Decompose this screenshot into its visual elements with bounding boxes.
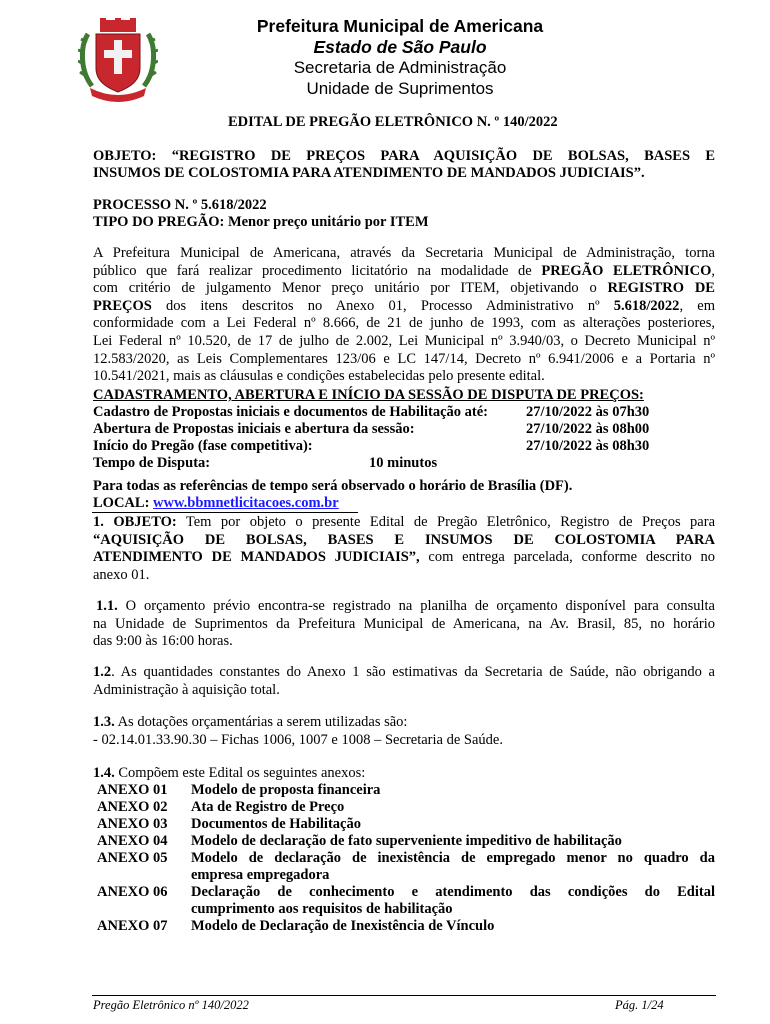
section-1-3-line: 1.3. As dotações orçamentárias a serem utilizadas são: [93,714,408,730]
anexo-code: ANEXO 06 [97,884,168,900]
tipo-label: TIPO DO PREGÃO [93,214,220,230]
section-divider [92,512,358,513]
footer-rule [92,995,716,996]
anexo-code: ANEXO 03 [97,816,168,832]
tipo-value: : Menor preço unitário por ITEM [219,214,429,230]
brasilia-note: Para todas as referências de tempo será observado o horário de Brasília (DF). [93,478,573,494]
cadastro-row-label: Cadastro de Propostas iniciais e documentos de Habilitação até: [93,404,488,420]
cadastro-heading: CADASTRAMENTO, ABERTURA E INÍCIO DA SESSÃO DE DISPUTA DE PREÇOS: [93,387,644,403]
anexo-desc: cumprimento aos requisitos de habilitação [191,901,453,917]
section-1-4-intro: 1.4. Compõem este Edital os seguintes anexos: [93,765,366,781]
cadastro-row-value: 27/10/2022 às 08h00 [526,421,650,437]
local-label: LOCAL: [93,495,154,511]
anexo-code: ANEXO 02 [97,799,168,815]
section-1-3 [93,714,715,749]
local-link[interactable]: www.bbmnetlicitacoes.com.br [153,495,339,511]
intro-paragraph [93,245,715,386]
objeto-line-1: OBJETO: “REGISTRO DE PREÇOS PARA AQUISIÇÃO DE BOLSAS, BASES E [93,148,715,164]
edital-title: EDITAL DE PREGÃO ELETRÔNICO N. º 140/2022 [228,114,558,130]
section-1-line: 1. OBJETO: Tem por objeto o presente Edital de Pregão Eletrônico, Registro de Preços para [93,514,716,530]
section-1-1 [93,598,715,651]
section-1-2-line: Administração à aquisição total. [93,681,280,698]
local-line [93,495,339,512]
anexo-desc: Ata de Registro de Preço [191,799,345,815]
intro-line: público que fará realizar procedimento licitatório na modalidade de PREGÃO ELETRÔNICO, [93,262,715,279]
cadastro-row-value: 27/10/2022 às 07h30 [526,404,650,420]
footer-left: Pregão Eletrônico nº 140/2022 [93,998,249,1012]
header-unit: Unidade de Suprimentos [306,79,494,98]
intro-line: 10.541/2021, mais as cláusulas e condições estabelecidas pelo presente edital. [93,368,545,385]
intro-line: com critério de julgamento Menor preço unitário por ITEM, objetivando o REGISTRO DE [93,280,715,297]
intro-line: Lei Federal nº 10.520, de 17 de julho de 2.002, Lei Municipal nº 3.940/03, o Decreto Municipal nº [93,332,715,349]
section-1-2-line: 1.2. As quantidades constantes do Anexo 1 são estimativas da Secretaria de Saúde, não obrigando a [93,664,715,680]
tipo-pregao [93,214,429,231]
header-state: Estado de São Paulo [313,37,487,57]
coat-of-arms-seal [78,16,158,102]
header-org: Prefeitura Municipal de Americana [256,16,544,36]
anexo-code: ANEXO 01 [97,782,168,798]
section-1-line: “AQUISIÇÃO DE BOLSAS, BASES E INSUMOS DE COLOSTOMIA PARA [93,531,715,548]
section-1-line: ATENDIMENTO DE MANDADOS JUDICIAIS”, com entrega parcelada, conforme descrito no [93,549,716,566]
anexo-desc: Modelo de declaração de inexistência de empregado menor no quadro da [191,850,715,866]
processo: PROCESSO N. º 5.618/2022 [93,197,267,213]
intro-line: conformidade com a Lei Federal nº 8.666, de 21 de junho de 1993, com as alterações posteriores, [93,315,715,332]
section-1-3-line: - 02.14.01.33.90.30 – Fichas 1006, 1007 e 1008 – Secretaria de Saúde. [93,731,503,748]
section-1-1-line: das 9:00 às 16:00 horas. [93,633,233,650]
cadastro-row-value: 10 minutos [369,455,438,471]
section-1-1-line: na Unidade de Suprimentos da Prefeitura Municipal de Americana, na Av. Brasil, 85, no horário [93,615,715,632]
anexo-desc: Modelo de declaração de fato superveniente impeditivo de habilitação [191,833,622,849]
objeto-line-2: INSUMOS DE COLOSTOMIA PARA ATENDIMENTO DE MANDADOS JUDICIAIS”. [93,165,645,181]
section-1-2 [93,664,715,699]
section-1-objeto [93,514,715,584]
anexo-desc: Declaração de conhecimento e atendimento das condições do Edital [191,884,715,900]
anexo-code: ANEXO 05 [97,850,168,866]
intro-line: 12.583/2020, as Leis Complementares 123/06 e LC 147/14, Decreto nº 6.941/2006 e a Portaria nº [93,350,715,367]
intro-line: A Prefeitura Municipal de Americana, através da Secretaria Municipal de Administração, torna [93,245,715,261]
anexo-code: ANEXO 07 [97,918,168,934]
cadastro-row-label: Tempo de Disputa: [93,455,211,471]
footer-page-number: Pág. 1/24 [615,998,664,1012]
cadastro-row-label: Início do Pregão (fase competitiva): [93,438,313,454]
section-1-line: anexo 01. [93,566,150,583]
header-secretariat: Secretaria de Administração [293,58,507,77]
section-1-1-line: 1.1. O orçamento prévio encontra-se registrado na planilha de orçamento disponível para consulta [96,598,715,614]
anexo-desc: Documentos de Habilitação [191,816,361,832]
anexo-code: ANEXO 04 [97,833,168,849]
anexo-desc: Modelo de proposta financeira [191,782,381,798]
cadastro-row-value: 27/10/2022 às 08h30 [526,438,650,454]
anexo-desc: Modelo de Declaração de Inexistência de Vínculo [191,918,495,934]
intro-line: PREÇOS dos itens descritos no Anexo 01, Processo Administrativo nº 5.618/2022, em [93,297,715,314]
objeto-block [93,148,715,182]
anexo-desc: empresa empregadora [191,867,330,883]
cadastro-row-label: Abertura de Propostas iniciais e abertura da sessão: [93,421,415,437]
